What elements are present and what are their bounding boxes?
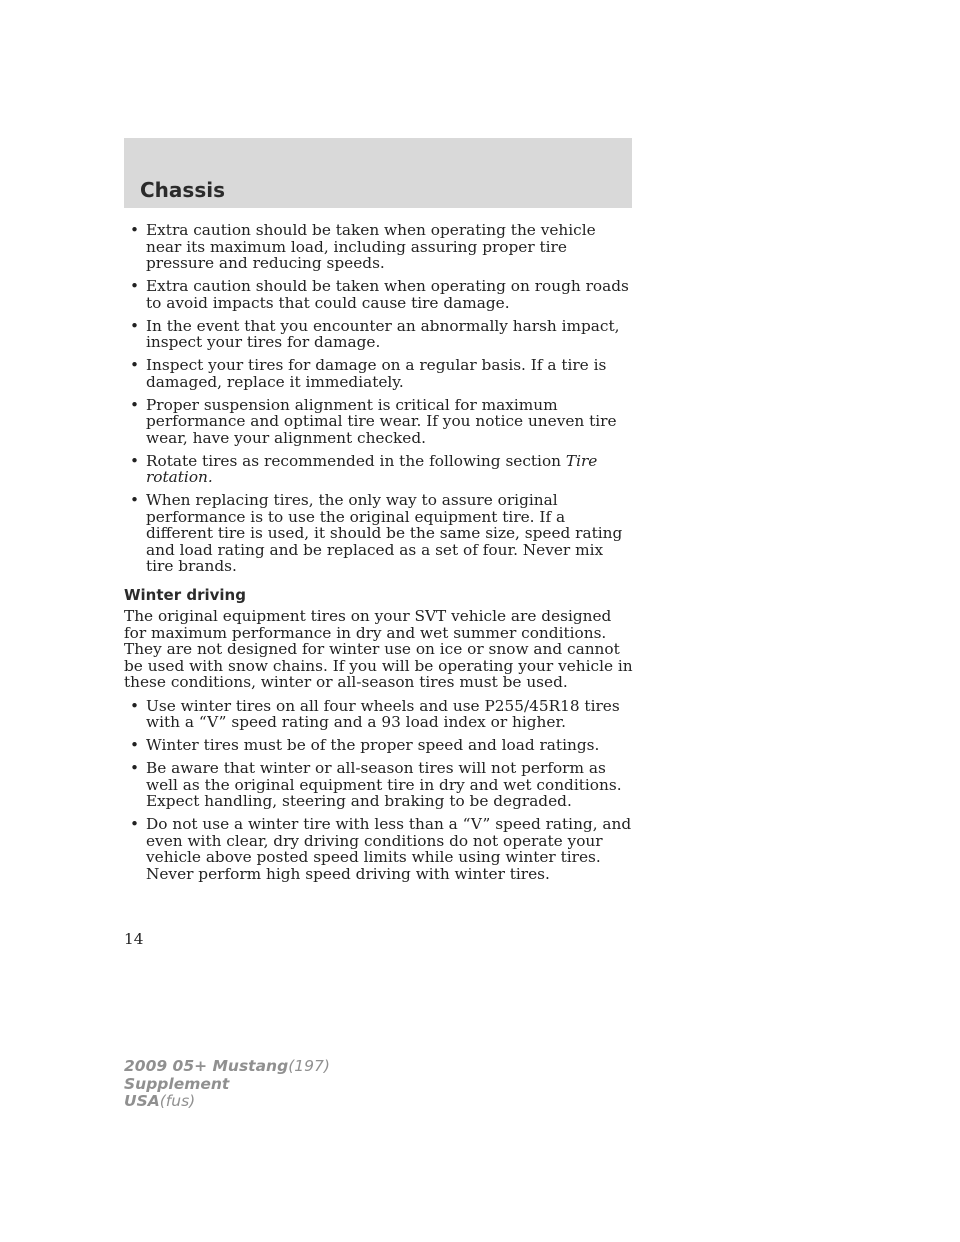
winter-driving-heading: Winter driving <box>124 585 246 604</box>
list-item-text: Winter tires must be of the proper speed and load ratings. <box>146 736 600 754</box>
bullet-icon: • <box>130 395 140 414</box>
section-header-band <box>124 138 632 208</box>
footer-model: 2009 05+ Mustang <box>124 1057 289 1075</box>
bullet-icon: • <box>130 277 140 295</box>
footer-model-code: (197) <box>288 1057 330 1075</box>
list-item <box>124 397 634 447</box>
list-item <box>124 737 634 754</box>
footer-line-model <box>124 1058 330 1076</box>
list-item <box>124 492 634 575</box>
bullet-icon: • <box>130 759 140 777</box>
tire-rotation-reference: Tire rotation. <box>146 451 598 486</box>
list-item-text: Extra caution should be taken when operating the vehicle near its maximum load, including assuring proper tire pressure and reducing speeds. <box>146 221 596 272</box>
list-item <box>124 318 634 351</box>
page-number: 14 <box>124 930 144 948</box>
bullet-icon: • <box>130 356 140 374</box>
list-item <box>124 816 634 882</box>
list-item-text: Rotate tires as recommended in the following section <box>146 451 566 470</box>
bullet-list-winter <box>124 698 634 883</box>
page-content <box>124 222 634 889</box>
bullet-icon: • <box>130 696 140 715</box>
list-item-text: Use winter tires on all four wheels and use P255/45R18 tires with a “V” speed rating and a 93 load index or higher. <box>146 696 620 731</box>
list-item-text: When replacing tires, the only way to assure original performance is to use the original equipment tire. If a different tire is used, it should be the same size, speed rating and load rating and be replaced as a set of four. Never mix tire brands. <box>146 491 623 575</box>
list-item <box>124 357 634 390</box>
bullet-list-tire-care <box>124 222 634 575</box>
bullet-icon: • <box>130 491 140 509</box>
list-item-text: Inspect your tires for damage on a regular basis. If a tire is damaged, replace it immediately. <box>146 356 607 391</box>
list-item <box>124 760 634 810</box>
section-title: Chassis <box>140 178 225 202</box>
list-item <box>124 222 634 272</box>
bullet-icon: • <box>130 815 140 833</box>
list-item <box>124 453 634 486</box>
list-item-text: Proper suspension alignment is critical for maximum performance and optimal tire wear. If you notice uneven tire wear, have your alignment checked. <box>146 395 617 447</box>
bullet-icon: • <box>130 316 140 335</box>
bullet-icon: • <box>130 221 140 239</box>
list-item-text: Extra caution should be taken when operating on rough roads to avoid impacts that could cause tire damage. <box>146 277 629 312</box>
list-item <box>124 698 634 731</box>
bullet-icon: • <box>130 736 140 754</box>
list-item-text: Be aware that winter or all-season tires will not perform as well as the original equipment tire in dry and wet conditions. Expect handling, steering and braking to be degraded. <box>146 759 622 810</box>
list-item <box>124 278 634 311</box>
list-item-text: Do not use a winter tire with less than a “V” speed rating, and even with clear, dry driving conditions do not operate your vehicle above posted speed limits while using winter tires. Never perform high speed driving with winter tires. <box>146 815 632 883</box>
winter-driving-intro: The original equipment tires on your SVT vehicle are designed for maximum performance in dry and wet summer conditions. They are not designed for winter use on ice or snow and cannot be used with snow chains. If you will be operating your vehicle in these conditions, winter or all-season tires must be used. <box>124 607 633 691</box>
bullet-icon: • <box>130 451 140 470</box>
footer-market: USA <box>124 1092 160 1110</box>
list-item-text: In the event that you encounter an abnormally harsh impact, inspect your tires for damage. <box>146 316 620 351</box>
footer-line-market <box>124 1093 330 1111</box>
document-footer <box>124 1058 330 1111</box>
footer-market-code: (fus) <box>159 1092 196 1110</box>
footer-line-supplement: Supplement <box>124 1074 230 1093</box>
